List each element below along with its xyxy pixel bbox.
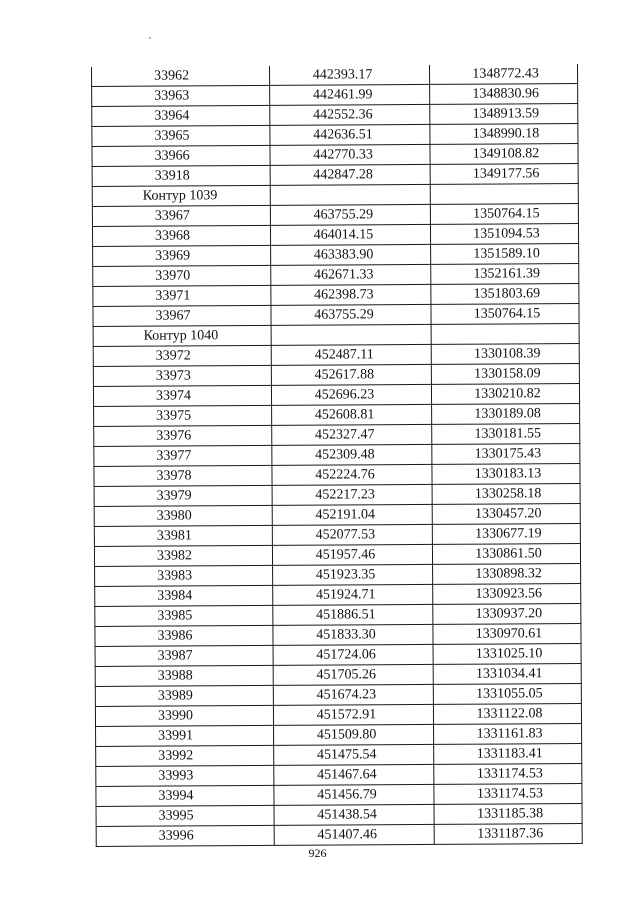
y-coordinate-cell: 1348990.18 xyxy=(430,124,578,145)
coordinates-table-body xyxy=(91,64,582,846)
x-coordinate-cell: 452696.23 xyxy=(271,384,431,405)
point-number-cell: 33962 xyxy=(91,66,269,87)
x-coordinate-cell: 451705.26 xyxy=(273,664,433,685)
x-coordinate-cell: 464014.15 xyxy=(270,224,430,245)
x-coordinate-cell: 463755.29 xyxy=(271,304,431,325)
point-number-cell: 33970 xyxy=(93,265,271,286)
y-coordinate-cell: 1330970.61 xyxy=(433,624,581,645)
y-coordinate-cell: 1350764.15 xyxy=(430,204,578,225)
y-coordinate-cell: 1330181.55 xyxy=(432,424,580,445)
table-row xyxy=(93,264,579,287)
table-row xyxy=(93,384,579,407)
point-number-cell: 33977 xyxy=(94,445,272,466)
x-coordinate-cell: 463755.29 xyxy=(270,204,430,225)
x-coordinate-cell: 442393.17 xyxy=(269,65,429,85)
y-coordinate-cell: 1331055.05 xyxy=(433,684,581,705)
y-coordinate-cell: 1330677.19 xyxy=(432,524,580,545)
x-coordinate-cell: 451407.46 xyxy=(274,824,434,845)
point-number-cell: 33982 xyxy=(94,545,272,566)
point-number-cell: 33974 xyxy=(93,385,271,406)
scan-speck xyxy=(149,37,151,39)
point-number-cell: 33991 xyxy=(96,725,274,746)
x-coordinate-cell: 451724.06 xyxy=(273,644,433,665)
x-coordinate-cell: 451957.46 xyxy=(272,544,432,565)
table-row xyxy=(94,424,580,447)
x-coordinate-cell: 452191.04 xyxy=(272,504,432,525)
table-row xyxy=(92,124,578,147)
x-coordinate-cell: 442770.33 xyxy=(270,144,430,165)
x-coordinate-cell: 451438.54 xyxy=(274,804,434,825)
coordinates-table xyxy=(91,64,583,847)
table-row xyxy=(94,404,580,427)
x-coordinate-cell: 462671.33 xyxy=(271,264,431,285)
table-row xyxy=(93,244,579,267)
point-number-cell: 33990 xyxy=(95,705,273,726)
y-coordinate-cell: 1330923.56 xyxy=(433,584,581,605)
x-coordinate-cell xyxy=(270,184,430,205)
x-coordinate-cell: 452617.88 xyxy=(271,364,431,385)
table-row xyxy=(95,664,581,687)
y-coordinate-cell: 1331183.41 xyxy=(434,744,582,765)
y-coordinate-cell: 1330158.09 xyxy=(431,364,579,385)
y-coordinate-cell: 1351094.53 xyxy=(430,224,578,245)
table-row xyxy=(96,824,582,847)
y-coordinate-cell: 1330861.50 xyxy=(432,544,580,565)
table-row xyxy=(93,364,579,387)
x-coordinate-cell: 451475.54 xyxy=(274,744,434,765)
point-number-cell: 33989 xyxy=(95,685,273,706)
point-number-cell: 33968 xyxy=(92,225,270,246)
point-number-cell: 33986 xyxy=(95,625,273,646)
y-coordinate-cell: 1349177.56 xyxy=(430,164,578,185)
table-row xyxy=(96,784,582,807)
table-row xyxy=(93,284,579,307)
x-coordinate-cell: 442461.99 xyxy=(270,84,430,105)
y-coordinate-cell: 1330108.39 xyxy=(431,344,579,365)
point-number-cell: 33918 xyxy=(92,165,270,186)
y-coordinate-cell xyxy=(430,184,578,205)
point-number-cell: 33984 xyxy=(95,585,273,606)
table-row xyxy=(95,624,581,647)
x-coordinate-cell: 451923.35 xyxy=(273,564,433,585)
y-coordinate-cell: 1330258.18 xyxy=(432,484,580,505)
x-coordinate-cell: 452327.47 xyxy=(272,424,432,445)
x-coordinate-cell: 462398.73 xyxy=(271,284,431,305)
y-coordinate-cell: 1330183.13 xyxy=(432,464,580,485)
y-coordinate-cell: 1331174.53 xyxy=(434,764,582,785)
y-coordinate-cell: 1350764.15 xyxy=(431,304,579,325)
y-coordinate-cell: 1330457.20 xyxy=(432,504,580,525)
point-number-cell: 33978 xyxy=(94,465,272,486)
table-row xyxy=(94,484,580,507)
table-row xyxy=(96,764,582,787)
y-coordinate-cell: 1349108.82 xyxy=(430,144,578,165)
table-row xyxy=(92,204,578,227)
table-row xyxy=(92,144,578,167)
contour-label: Контур 1040 xyxy=(93,325,271,346)
table-row xyxy=(92,224,578,247)
page-number: 926 xyxy=(308,846,327,860)
table-row xyxy=(95,584,581,607)
table-row xyxy=(93,344,579,367)
y-coordinate-cell: 1331174.53 xyxy=(434,784,582,805)
table-row xyxy=(94,544,580,567)
y-coordinate-cell: 1351589.10 xyxy=(431,244,579,265)
x-coordinate-cell: 451886.51 xyxy=(273,604,433,625)
point-number-cell: 33964 xyxy=(92,105,270,126)
table-row xyxy=(93,304,579,327)
x-coordinate-cell: 451572.91 xyxy=(273,704,433,725)
contour-label: Контур 1039 xyxy=(92,185,270,206)
x-coordinate-cell: 442847.28 xyxy=(270,164,430,185)
y-coordinate-cell: 1331161.83 xyxy=(434,724,582,745)
point-number-cell: 33988 xyxy=(95,665,273,686)
point-number-cell: 33980 xyxy=(94,505,272,526)
table-row xyxy=(92,84,578,107)
x-coordinate-cell: 452608.81 xyxy=(272,404,432,425)
table-row xyxy=(95,644,581,667)
table-row xyxy=(94,464,580,487)
x-coordinate-cell: 451674.23 xyxy=(273,684,433,705)
point-number-cell: 33992 xyxy=(96,745,274,766)
point-number-cell: 33994 xyxy=(96,785,274,806)
y-coordinate-cell: 1351803.69 xyxy=(431,284,579,305)
point-number-cell: 33987 xyxy=(95,645,273,666)
y-coordinate-cell: 1352161.39 xyxy=(431,264,579,285)
table-row xyxy=(95,704,581,727)
x-coordinate-cell: 452487.11 xyxy=(271,344,431,365)
point-number-cell: 33972 xyxy=(93,345,271,366)
point-number-cell: 33983 xyxy=(95,565,273,586)
y-coordinate-cell: 1348913.59 xyxy=(430,104,578,125)
y-coordinate-cell: 1331187.36 xyxy=(434,824,582,845)
point-number-cell: 33971 xyxy=(93,285,271,306)
point-number-cell: 33975 xyxy=(94,405,272,426)
x-coordinate-cell: 451509.80 xyxy=(274,724,434,745)
x-coordinate-cell: 452224.76 xyxy=(272,464,432,485)
x-coordinate-cell xyxy=(271,324,431,345)
table-row xyxy=(94,524,580,547)
point-number-cell: 33973 xyxy=(93,365,271,386)
point-number-cell: 33965 xyxy=(92,125,270,146)
table-row xyxy=(95,684,581,707)
point-number-cell: 33995 xyxy=(96,805,274,826)
point-number-cell: 33967 xyxy=(92,205,270,226)
x-coordinate-cell: 452309.48 xyxy=(272,444,432,465)
table-row xyxy=(94,504,580,527)
y-coordinate-cell: 1331034.41 xyxy=(433,664,581,685)
point-number-cell: 33966 xyxy=(92,145,270,166)
y-coordinate-cell: 1331185.38 xyxy=(434,804,582,825)
table-row xyxy=(92,104,578,127)
y-coordinate-cell: 1330210.82 xyxy=(431,384,579,405)
table-row xyxy=(92,164,578,187)
y-coordinate-cell: 1330175.43 xyxy=(432,444,580,465)
x-coordinate-cell: 451833.30 xyxy=(273,624,433,645)
y-coordinate-cell: 1331025.10 xyxy=(433,644,581,665)
point-number-cell: 33981 xyxy=(94,525,272,546)
point-number-cell: 33979 xyxy=(94,485,272,506)
point-number-cell: 33969 xyxy=(93,245,271,266)
table-row xyxy=(95,564,581,587)
y-coordinate-cell: 1348772.43 xyxy=(429,64,577,84)
point-number-cell: 33967 xyxy=(93,305,271,326)
x-coordinate-cell: 451456.79 xyxy=(274,784,434,805)
point-number-cell: 33985 xyxy=(95,605,273,626)
table-row xyxy=(91,64,577,86)
x-coordinate-cell: 451924.71 xyxy=(273,584,433,605)
y-coordinate-cell: 1348830.96 xyxy=(430,84,578,105)
point-number-cell: 33996 xyxy=(96,825,274,846)
x-coordinate-cell: 452217.23 xyxy=(272,484,432,505)
y-coordinate-cell xyxy=(431,324,579,345)
point-number-cell: 33963 xyxy=(92,85,270,106)
y-coordinate-cell: 1330937.20 xyxy=(433,604,581,625)
point-number-cell: 33993 xyxy=(96,765,274,786)
table-row xyxy=(96,744,582,767)
point-number-cell: 33976 xyxy=(94,425,272,446)
table-row xyxy=(96,804,582,827)
table-row xyxy=(96,724,582,747)
y-coordinate-cell: 1330189.08 xyxy=(432,404,580,425)
table-row xyxy=(95,604,581,627)
y-coordinate-cell: 1331122.08 xyxy=(433,704,581,725)
x-coordinate-cell: 463383.90 xyxy=(271,244,431,265)
x-coordinate-cell: 452077.53 xyxy=(272,524,432,545)
x-coordinate-cell: 442552.36 xyxy=(270,104,430,125)
x-coordinate-cell: 442636.51 xyxy=(270,124,430,145)
x-coordinate-cell: 451467.64 xyxy=(274,764,434,785)
table-row xyxy=(94,444,580,467)
y-coordinate-cell: 1330898.32 xyxy=(433,564,581,585)
